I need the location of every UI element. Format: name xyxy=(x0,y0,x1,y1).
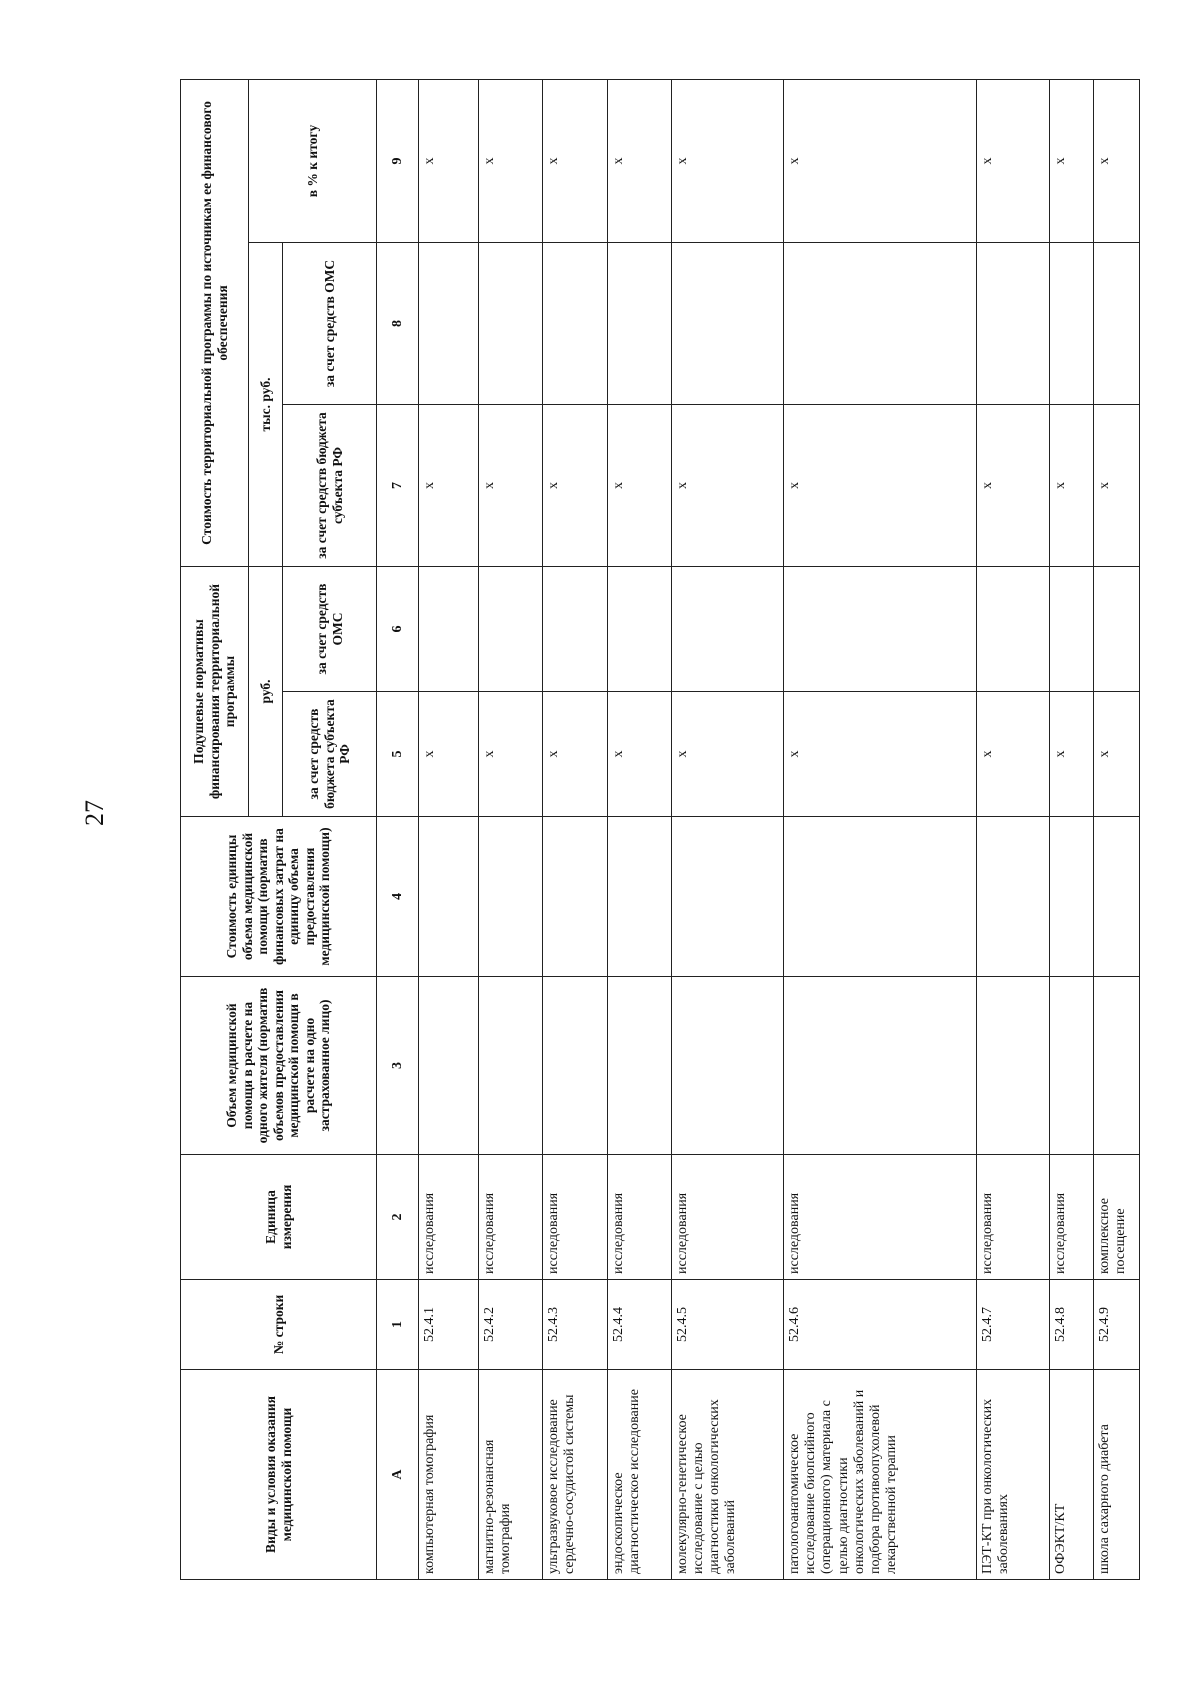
col-number: 9 xyxy=(377,79,419,242)
table-header xyxy=(181,79,377,1579)
row-code: 52.4.7 xyxy=(977,1280,1050,1370)
row-code: 52.4.4 xyxy=(607,1280,671,1370)
cell-oms-6 xyxy=(1050,567,1094,692)
cell-budget-rf-7: х xyxy=(607,405,671,567)
table-row xyxy=(1094,79,1140,1579)
col-number: 5 xyxy=(377,692,419,817)
cell-oms-6 xyxy=(607,567,671,692)
cell-budget-rf-5: х xyxy=(607,692,671,817)
row-unit: исследования xyxy=(784,1155,977,1280)
row-unit: исследования xyxy=(671,1155,783,1280)
cell-oms-6 xyxy=(977,567,1050,692)
cell-oms-8 xyxy=(1094,243,1140,405)
row-unit: исследования xyxy=(977,1155,1050,1280)
cell-budget-rf-7: х xyxy=(479,405,543,567)
table-row xyxy=(671,79,783,1579)
cell-oms-6 xyxy=(784,567,977,692)
row-code: 52.4.9 xyxy=(1094,1280,1140,1370)
cell-percent: х xyxy=(1050,79,1094,242)
row-name: эндоскопическое диагностическое исследование xyxy=(607,1370,671,1580)
cell-unit-cost xyxy=(1050,817,1094,977)
cell-budget-rf-5: х xyxy=(977,692,1050,817)
financing-table xyxy=(180,79,1140,1580)
cell-unit-cost xyxy=(419,817,479,977)
header-budget-rf-5: за счет средств бюджета субъекта РФ xyxy=(283,692,377,817)
header-volume: Объем медицинской помощи в расчете на одного жителя (норматив объемов предоставления медицинской помощи в расчете на одно застрахованное лицо) xyxy=(181,977,377,1155)
header-per-capita: Подушевые нормативы финансирования территориальной программы xyxy=(181,567,249,817)
row-name: компьютерная томография xyxy=(419,1370,479,1580)
cell-percent: х xyxy=(479,79,543,242)
col-number: 3 xyxy=(377,977,419,1155)
cell-oms-8 xyxy=(977,243,1050,405)
header-unit-cost: Стоимость единицы объема медицинской помощи (норматив финансовых затрат на единицу объема предоставления медицинской помощи) xyxy=(181,817,377,977)
cell-budget-rf-7: х xyxy=(671,405,783,567)
cell-oms-8 xyxy=(419,243,479,405)
rotated-table-wrapper xyxy=(180,80,1140,1580)
cell-budget-rf-5: х xyxy=(543,692,607,817)
cell-oms-6 xyxy=(479,567,543,692)
table-row xyxy=(977,79,1050,1579)
cell-percent: х xyxy=(543,79,607,242)
row-name: ПЭТ-КТ при онкологических заболеваниях xyxy=(977,1370,1050,1580)
header-thous-rub: тыс. руб. xyxy=(249,243,283,567)
cell-budget-rf-5: х xyxy=(1050,692,1094,817)
cell-oms-8 xyxy=(607,243,671,405)
cell-percent: х xyxy=(607,79,671,242)
table-row xyxy=(784,79,977,1579)
table-row xyxy=(1050,79,1094,1579)
cell-volume xyxy=(607,977,671,1155)
cell-volume xyxy=(419,977,479,1155)
cell-unit-cost xyxy=(671,817,783,977)
col-number: 6 xyxy=(377,567,419,692)
cell-volume xyxy=(671,977,783,1155)
cell-budget-rf-5: х xyxy=(1094,692,1140,817)
header-oms-8: за счет средств ОМС xyxy=(283,243,377,405)
header-percent: в % к итогу xyxy=(249,79,377,242)
row-unit: исследования xyxy=(419,1155,479,1280)
cell-oms-6 xyxy=(671,567,783,692)
cell-oms-8 xyxy=(1050,243,1094,405)
cell-volume xyxy=(784,977,977,1155)
cell-unit-cost xyxy=(607,817,671,977)
cell-budget-rf-7: х xyxy=(1094,405,1140,567)
cell-unit-cost xyxy=(784,817,977,977)
cell-budget-rf-5: х xyxy=(419,692,479,817)
cell-budget-rf-5: х xyxy=(784,692,977,817)
cell-oms-8 xyxy=(784,243,977,405)
header-cost-total: Стоимость территориальной программы по источникам ее финансового обеспечения xyxy=(181,79,249,566)
cell-oms-8 xyxy=(671,243,783,405)
header-row-no: № строки xyxy=(181,1280,377,1370)
row-code: 52.4.6 xyxy=(784,1280,977,1370)
header-kind: Виды и условия оказания медицинской помощи xyxy=(181,1370,377,1580)
cell-volume xyxy=(1050,977,1094,1155)
row-unit: комплексное посещение xyxy=(1094,1155,1140,1280)
cell-volume xyxy=(977,977,1050,1155)
cell-volume xyxy=(1094,977,1140,1155)
cell-unit-cost xyxy=(543,817,607,977)
col-number: 4 xyxy=(377,817,419,977)
cell-budget-rf-7: х xyxy=(977,405,1050,567)
row-name: ОФЭКТ/КТ xyxy=(1050,1370,1094,1580)
col-number: 1 xyxy=(377,1280,419,1370)
cell-budget-rf-7: х xyxy=(784,405,977,567)
header-unit: Единица измерения xyxy=(181,1155,377,1280)
row-unit: исследования xyxy=(607,1155,671,1280)
cell-budget-rf-5: х xyxy=(671,692,783,817)
cell-unit-cost xyxy=(1094,817,1140,977)
cell-unit-cost xyxy=(977,817,1050,977)
cell-volume xyxy=(543,977,607,1155)
header-oms-6: за счет средств ОМС xyxy=(283,567,377,692)
row-unit: исследования xyxy=(479,1155,543,1280)
table-body xyxy=(377,79,1140,1579)
page-number: 27 xyxy=(80,800,109,826)
row-name: ультразвуковое исследование сердечно-сосудистой системы xyxy=(543,1370,607,1580)
cell-oms-8 xyxy=(479,243,543,405)
cell-percent: х xyxy=(784,79,977,242)
row-name: магнитно-резонансная томография xyxy=(479,1370,543,1580)
row-code: 52.4.2 xyxy=(479,1280,543,1370)
header-rub: руб. xyxy=(249,567,283,817)
cell-oms-6 xyxy=(543,567,607,692)
cell-oms-6 xyxy=(419,567,479,692)
cell-oms-6 xyxy=(1094,567,1140,692)
cell-budget-rf-7: х xyxy=(419,405,479,567)
header-budget-rf-7: за счет средств бюджета субъекта РФ xyxy=(283,405,377,567)
cell-percent: х xyxy=(977,79,1050,242)
row-name: патологоанатомическое исследование биопсийного (операционного) материала с целью диагностики онкологических заболеваний и подбора противоопухолевой лекарственной терапии xyxy=(784,1370,977,1580)
cell-oms-8 xyxy=(543,243,607,405)
cell-percent: х xyxy=(1094,79,1140,242)
row-unit: исследования xyxy=(543,1155,607,1280)
row-code: 52.4.5 xyxy=(671,1280,783,1370)
table-row xyxy=(479,79,543,1579)
col-number: 2 xyxy=(377,1155,419,1280)
cell-budget-rf-5: х xyxy=(479,692,543,817)
cell-volume xyxy=(479,977,543,1155)
row-name: школа сахарного диабета xyxy=(1094,1370,1140,1580)
row-code: 52.4.1 xyxy=(419,1280,479,1370)
cell-unit-cost xyxy=(479,817,543,977)
cell-percent: х xyxy=(419,79,479,242)
col-number: 7 xyxy=(377,405,419,567)
row-code: 52.4.3 xyxy=(543,1280,607,1370)
table-row xyxy=(419,79,479,1579)
cell-budget-rf-7: х xyxy=(1050,405,1094,567)
col-number: 8 xyxy=(377,243,419,405)
table-row xyxy=(543,79,607,1579)
table-row xyxy=(607,79,671,1579)
col-number: А xyxy=(377,1370,419,1580)
row-name: молекулярно-генетическое исследование с целью диагностики онкологических заболеваний xyxy=(671,1370,783,1580)
row-code: 52.4.8 xyxy=(1050,1280,1094,1370)
row-unit: исследования xyxy=(1050,1155,1094,1280)
column-number-row xyxy=(377,79,419,1579)
cell-budget-rf-7: х xyxy=(543,405,607,567)
cell-percent: х xyxy=(671,79,783,242)
